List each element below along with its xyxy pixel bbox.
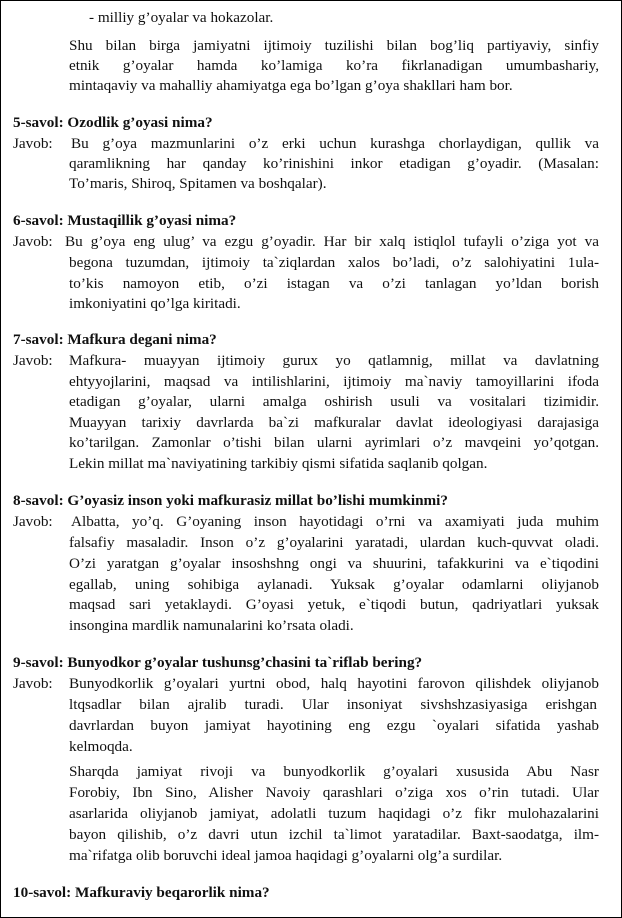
answer-label: Javob: <box>13 675 53 692</box>
answer-label: Javob: <box>13 135 53 152</box>
intro-line: etnik g’oyalar hamda ko’lamiga ko’ra fikrlanadigan umumbashariy, <box>69 57 599 74</box>
answer-label: Javob: <box>13 352 53 369</box>
answer-line: maqsad sari yetaklaydi. G’oyasi yetuk, e`tiqodi butun, qadriyatlari yuksak <box>69 596 599 613</box>
answer-line: ma`rifatga olib boruvchi ideal jamoa haqidagi g’oyalarni olg’a surdilar. <box>69 847 503 864</box>
question-heading: 6-savol: Mustaqillik g’oyasi nima? <box>13 212 237 229</box>
question-heading: 7-savol: Mafkura degani nima? <box>13 331 217 348</box>
answer-line: Bu g’oya mazmunlarini o’z erki uchun kurashga chorlaydigan, qullik va <box>71 135 599 152</box>
answer-line: etadigan g’oyalar, ularni amalga oshirish usuli va vositalari tizimidir. <box>69 393 599 410</box>
answer-line: davrlardan buyon jamiyat hayotining eng ezgu `oyalari sifatida yashab <box>69 717 599 734</box>
intro-line: mintaqaviy va mahalliy ahamiyatga ega bo’lgan g’oya shakllari ham bor. <box>69 77 513 94</box>
answer-label: Javob: <box>13 513 53 530</box>
question-heading: 8-savol: G’oyasiz inson yoki mafkurasiz millat bo’lishi mumkinmi? <box>13 492 448 509</box>
answer-line: Forobiy, Ibn Sino, Alisher Navoiy qarashlari o’ziga xos o’rin tutadi. Ular <box>69 784 599 801</box>
answer-line: Muayyan tarixiy davrlarda ba`zi mafkuralar davlat ideologiyasi darajasiga <box>69 414 599 431</box>
answer-line: imkoniyatini qo’lga kiritadi. <box>69 295 241 312</box>
answer-line: O’zi yaratgan g’oyalar insoshshng ongi va shuurini, tafakkurini va e`tiqodini <box>69 555 599 572</box>
answer-line: ko’tarilgan. Zamonlar o’tishi bilan ularni ayrimlari o’z mavqeini yo’qotgan. <box>69 434 599 451</box>
answer-line: qaramlikning har qanday ko’rinishini inkor etadigan g’oyadir. (Masalan: <box>69 155 599 172</box>
answer-line: falsafiy masaladir. Inson o’z g’oyalarini yaratadi, ulardan kuch-quvvat oladi. <box>69 534 599 551</box>
question-heading: 5-savol: Ozodlik g’oyasi nima? <box>13 114 213 131</box>
answer-line: insongina mardlik namunalarini ko’rsata oladi. <box>69 617 354 634</box>
answer-line: Albatta, yo’q. G’oyaning inson hayotidagi o’rni va axamiyati juda muhim <box>71 513 599 530</box>
answer-line: To’maris, Shiroq, Spitamen va boshqalar). <box>69 175 327 192</box>
intro-line: Shu bilan birga jamiyatni ijtimoiy tuzilishi bilan bog’liq partiyaviy, sinfiy <box>69 37 599 54</box>
answer-label: Javob: <box>13 233 53 250</box>
answer-line: ltqsadlar bilan ajralib turadi. Ular insoniyat sivshshzasiyasiga erishgan <box>69 696 597 713</box>
answer-line: begona tuzumdan, ijtimoiy ta`ziqlardan xalos bo’ladi, o’z salohiyatini 1ula- <box>69 254 599 271</box>
intro-line: - milliy g’oyalar va hokazolar. <box>89 9 274 26</box>
answer-line: Bu g’oya eng ulug’ va ezgu g’oyadir. Har bir xalq istiqlol tufayli o’ziga yot va <box>65 233 599 250</box>
answer-line: Lekin millat ma`naviyatining tarkibiy qismi sifatida saqlanib qolgan. <box>69 455 488 472</box>
answer-line: asarlarida oliyjanob jamiyat, adolatli tuzum haqidagi o’z fikr mulohazalarini <box>69 805 599 822</box>
answer-line: Sharqda jamiyat rivoji va bunyodkorlik g’oyalari xususida Abu Nasr <box>69 763 599 780</box>
answer-line: ehtyyojlarini, maqsad va intilishlarini, ijtimoiy ma`naviy tamoyillarini ifoda <box>69 373 599 390</box>
answer-line: Bunyodkorlik g’oyalari yurtni obod, halq hayotini farovon qilishdek oliyjanob <box>69 675 599 692</box>
answer-line: to’kis namoyon etib, o’zi istagan va o’zi tanlagan yo’ldan borish <box>69 275 599 292</box>
answer-line: Mafkura- muayyan ijtimoiy gurux yo qatlamnig, millat va davlatning <box>69 352 599 369</box>
question-heading: 10-savol: Mafkuraviy beqarorlik nima? <box>13 884 270 901</box>
answer-line: bayon qilishib, o’z davri utun izchil ta`limot yaratadilar. Baxt-saodatga, ilm- <box>69 826 599 843</box>
question-heading: 9-savol: Bunyodkor g’oyalar tushunsg’chasini ta`riflab bering? <box>13 654 423 671</box>
answer-line: egallab, uning sohibiga aylanadi. Yuksak g’oyalar odamlarni oliyjanob <box>69 576 599 593</box>
answer-line: kelmoqda. <box>69 738 133 755</box>
